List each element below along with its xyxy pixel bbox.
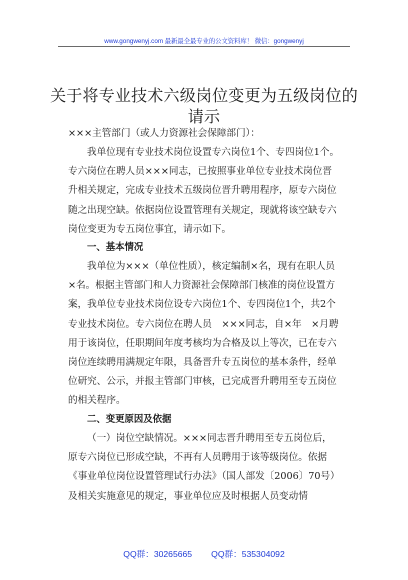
paragraph-reasons-text: （一）岗位空缺情况。×××同志晋升聘用至专五岗位后，原专六岗位已形成空缺，不再有人员聘用于该等级岗位。依据《事业单位岗位设置管理试行办法》（国人部发〔2006〕70号）及相关实施意见的规定，事业单位应及时根据人员变动情 (68, 433, 340, 502)
paragraph-basic-info (68, 257, 340, 411)
footer-qq-groups: QQ群：30265665 QQ群：535304092 (123, 549, 285, 559)
paragraph-basic-info-text: 我单位为×××（单位性质），核定编制×名，现有在职人员×名。根据主管部门和人力资源社会保障部门核准的岗位设置方案，我单位专业技术岗位设专六岗位1个、专四岗位1个，共2个专业技术岗位。专六岗位在聘人员 ×××同志，自×年 ×月聘用于该岗位，任职期间年度考核均为合格及以上等次，已在专六岗位连续聘用满规定年限，具备晋升专五岗位的基本条件，经单位研究、公示，并报主管部门审核，已完成晋升聘用至专五岗位的相关程序。 (68, 261, 339, 407)
paragraph-intro (68, 143, 340, 239)
page-header (0, 0, 408, 43)
header-website-text: www.gongwenyj.com 最新最全最专业的公文资料库！ 微信：gongwenyj (104, 38, 304, 45)
document-title: 关于将专业技术六级岗位变更为五级岗位的请示 (50, 86, 358, 126)
section-heading-reasons: 二、变更原因及依据 (87, 414, 172, 425)
paragraph-intro-text: 我单位现有专业技术岗位设置专六岗位1个、专四岗位1个。专六岗位在聘人员×××同志，已按照事业单位专业技术岗位晋升相关规定，完成专业技术五级岗位晋升聘用程序，原专六岗位随之出现空缺。依据岗位设置管理有关规定，现就将该空缺专六岗位变更为专五岗位事宜，请示如下。 (68, 147, 340, 235)
addressee-text: ×××主管部门（或人力资源社会保障部门）： (68, 128, 261, 139)
addressee (68, 124, 340, 143)
section-heading-basic-info: 一、基本情况 (87, 242, 144, 253)
header-divider (58, 46, 350, 47)
paragraph-reasons (68, 429, 340, 506)
